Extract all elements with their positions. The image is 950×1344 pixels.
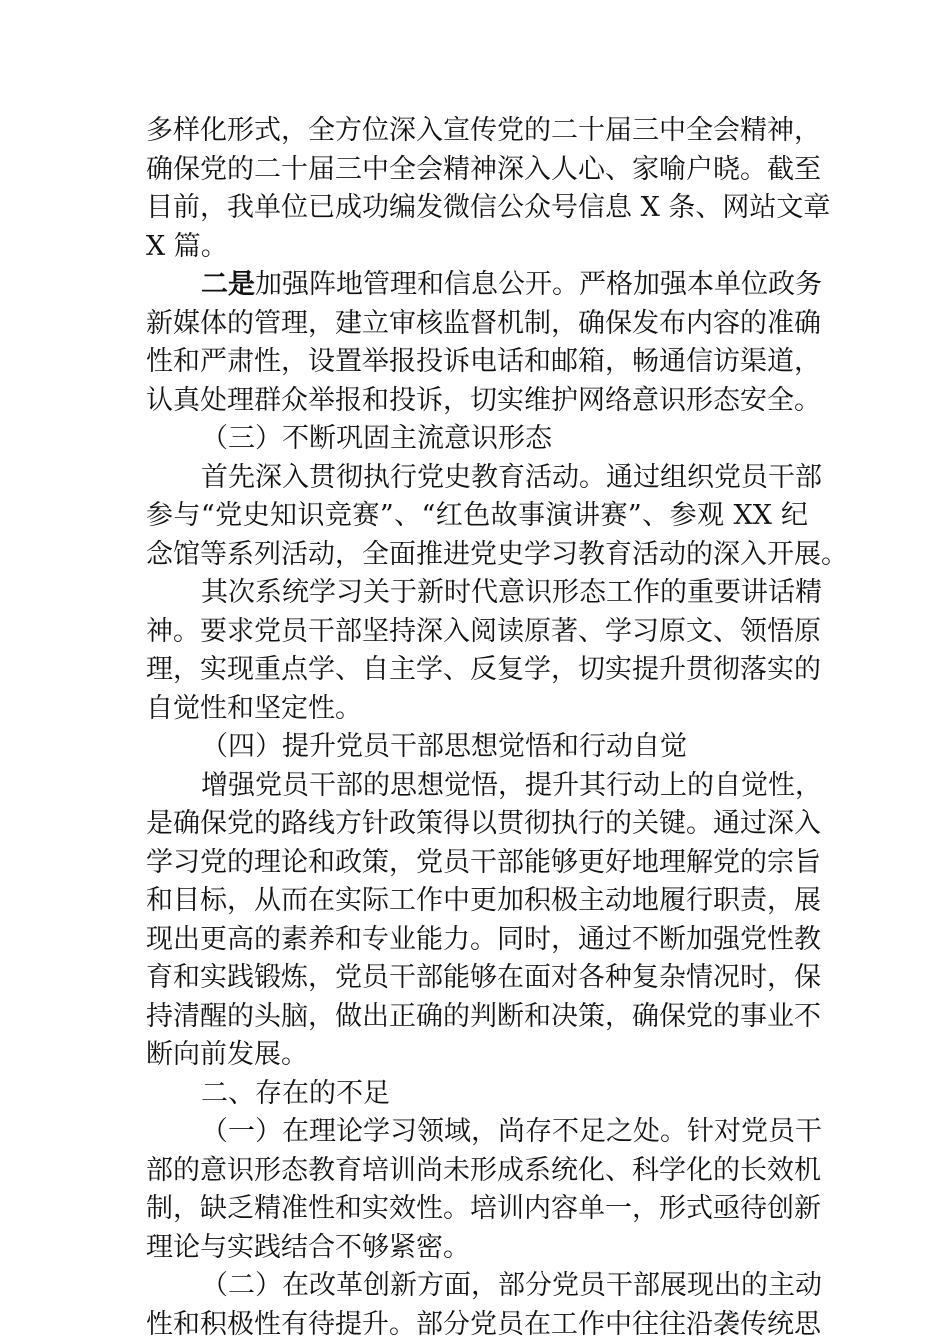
text-line: 其次系统学习关于新时代意识形态工作的重要讲话精 — [201, 577, 822, 608]
text-line: 和目标，从而在实际工作中更加积极主动地履行职责，展 — [146, 885, 821, 916]
text-line: X 篇。 — [146, 230, 228, 262]
text-line: 新媒体的管理，建立审核监督机制，确保发布内容的准确 — [146, 307, 821, 339]
text-line: 确保党的二十届三中全会精神深入人心、家喻户晓。截至 — [146, 153, 821, 185]
text-line: 持清醒的头脑，做出正确的判断和决策，确保党的事业不 — [146, 1000, 821, 1032]
text-line: 理，实现重点学、自主学、反复学，切实提升贯彻落实的 — [146, 654, 821, 685]
subsection-heading-3: （三）不断巩固主流意识形态 — [201, 423, 552, 454]
section-heading-2: 二、存在的不足 — [201, 1077, 390, 1109]
paragraph-position-management — [146, 266, 822, 420]
text-line: 是确保党的路线方针政策得以贯彻执行的关键。通过深入 — [146, 808, 821, 839]
paragraph-awareness — [146, 767, 822, 1075]
subsection-heading-4: （四）提升党员干部思想觉悟和行动自觉 — [201, 731, 687, 762]
text-line: 现出更高的素养和专业能力。同时，通过不断加强党性教 — [146, 923, 821, 955]
lead-text: 加强阵地管理和信息公开。严格加强本单位政务 — [255, 269, 822, 300]
text-line: 育和实践锻炼，党员干部能够在面对各种复杂情况时，保 — [146, 962, 821, 993]
text-line: 神。要求党员干部坚持深入阅读原著、学习原文、领悟原 — [146, 615, 821, 647]
paragraph-party-history — [146, 459, 848, 575]
text-line: 多样化形式，全方位深入宣传党的二十届三中全会精神， — [146, 115, 821, 146]
text-line: 参与“党史知识竞赛”、“红色故事演讲赛”、参观 XX 纪 — [146, 500, 808, 531]
text-line: 念馆等系列活动，全面推进党史学习教育活动的深入开展。 — [146, 538, 848, 570]
text-line: 部的意识形态教育培训尚未形成系统化、科学化的长效机 — [146, 1154, 821, 1186]
text-line: 理论与实践结合不够紧密。 — [146, 1231, 470, 1263]
text-line: （一）在理论学习领域，尚存不足之处。针对党员干 — [201, 1116, 822, 1147]
text-line: 性和积极性有待提升。部分党员在工作中往往沿袭传统思 — [146, 1308, 821, 1340]
text-line: 认真处理群众举报和投诉，切实维护网络意识形态安全。 — [146, 384, 821, 416]
paragraph-publicity — [146, 112, 831, 266]
text-line: 制，缺乏精准性和实效性。培训内容单一，形式亟待创新 — [146, 1193, 821, 1224]
text-line: 首先深入贯彻执行党史教育活动。通过组织党员干部 — [201, 461, 822, 493]
lead-label: 二是 — [201, 269, 255, 300]
text-line: 自觉性和坚定性。 — [146, 692, 362, 724]
text-line: 目前，我单位已成功编发微信公众号信息 X 条、网站文章 — [146, 192, 831, 223]
text-line: 学习党的理论和政策，党员干部能够更好地理解党的宗旨 — [146, 846, 821, 878]
paragraph-reform-gap — [146, 1267, 822, 1344]
text-line: （二）在改革创新方面，部分党员干部展现出的主动 — [201, 1270, 822, 1301]
text-line — [146, 266, 822, 305]
paragraph-study-speeches — [146, 574, 822, 728]
document-page — [146, 112, 848, 1344]
text-line: 断向前发展。 — [146, 1039, 308, 1070]
text-line: 增强党员干部的思想觉悟，提升其行动上的自觉性， — [201, 769, 822, 801]
text-line: 性和严肃性，设置举报投诉电话和邮箱，畅通信访渠道， — [146, 346, 821, 377]
paragraph-theory-study-gap — [146, 1113, 822, 1267]
